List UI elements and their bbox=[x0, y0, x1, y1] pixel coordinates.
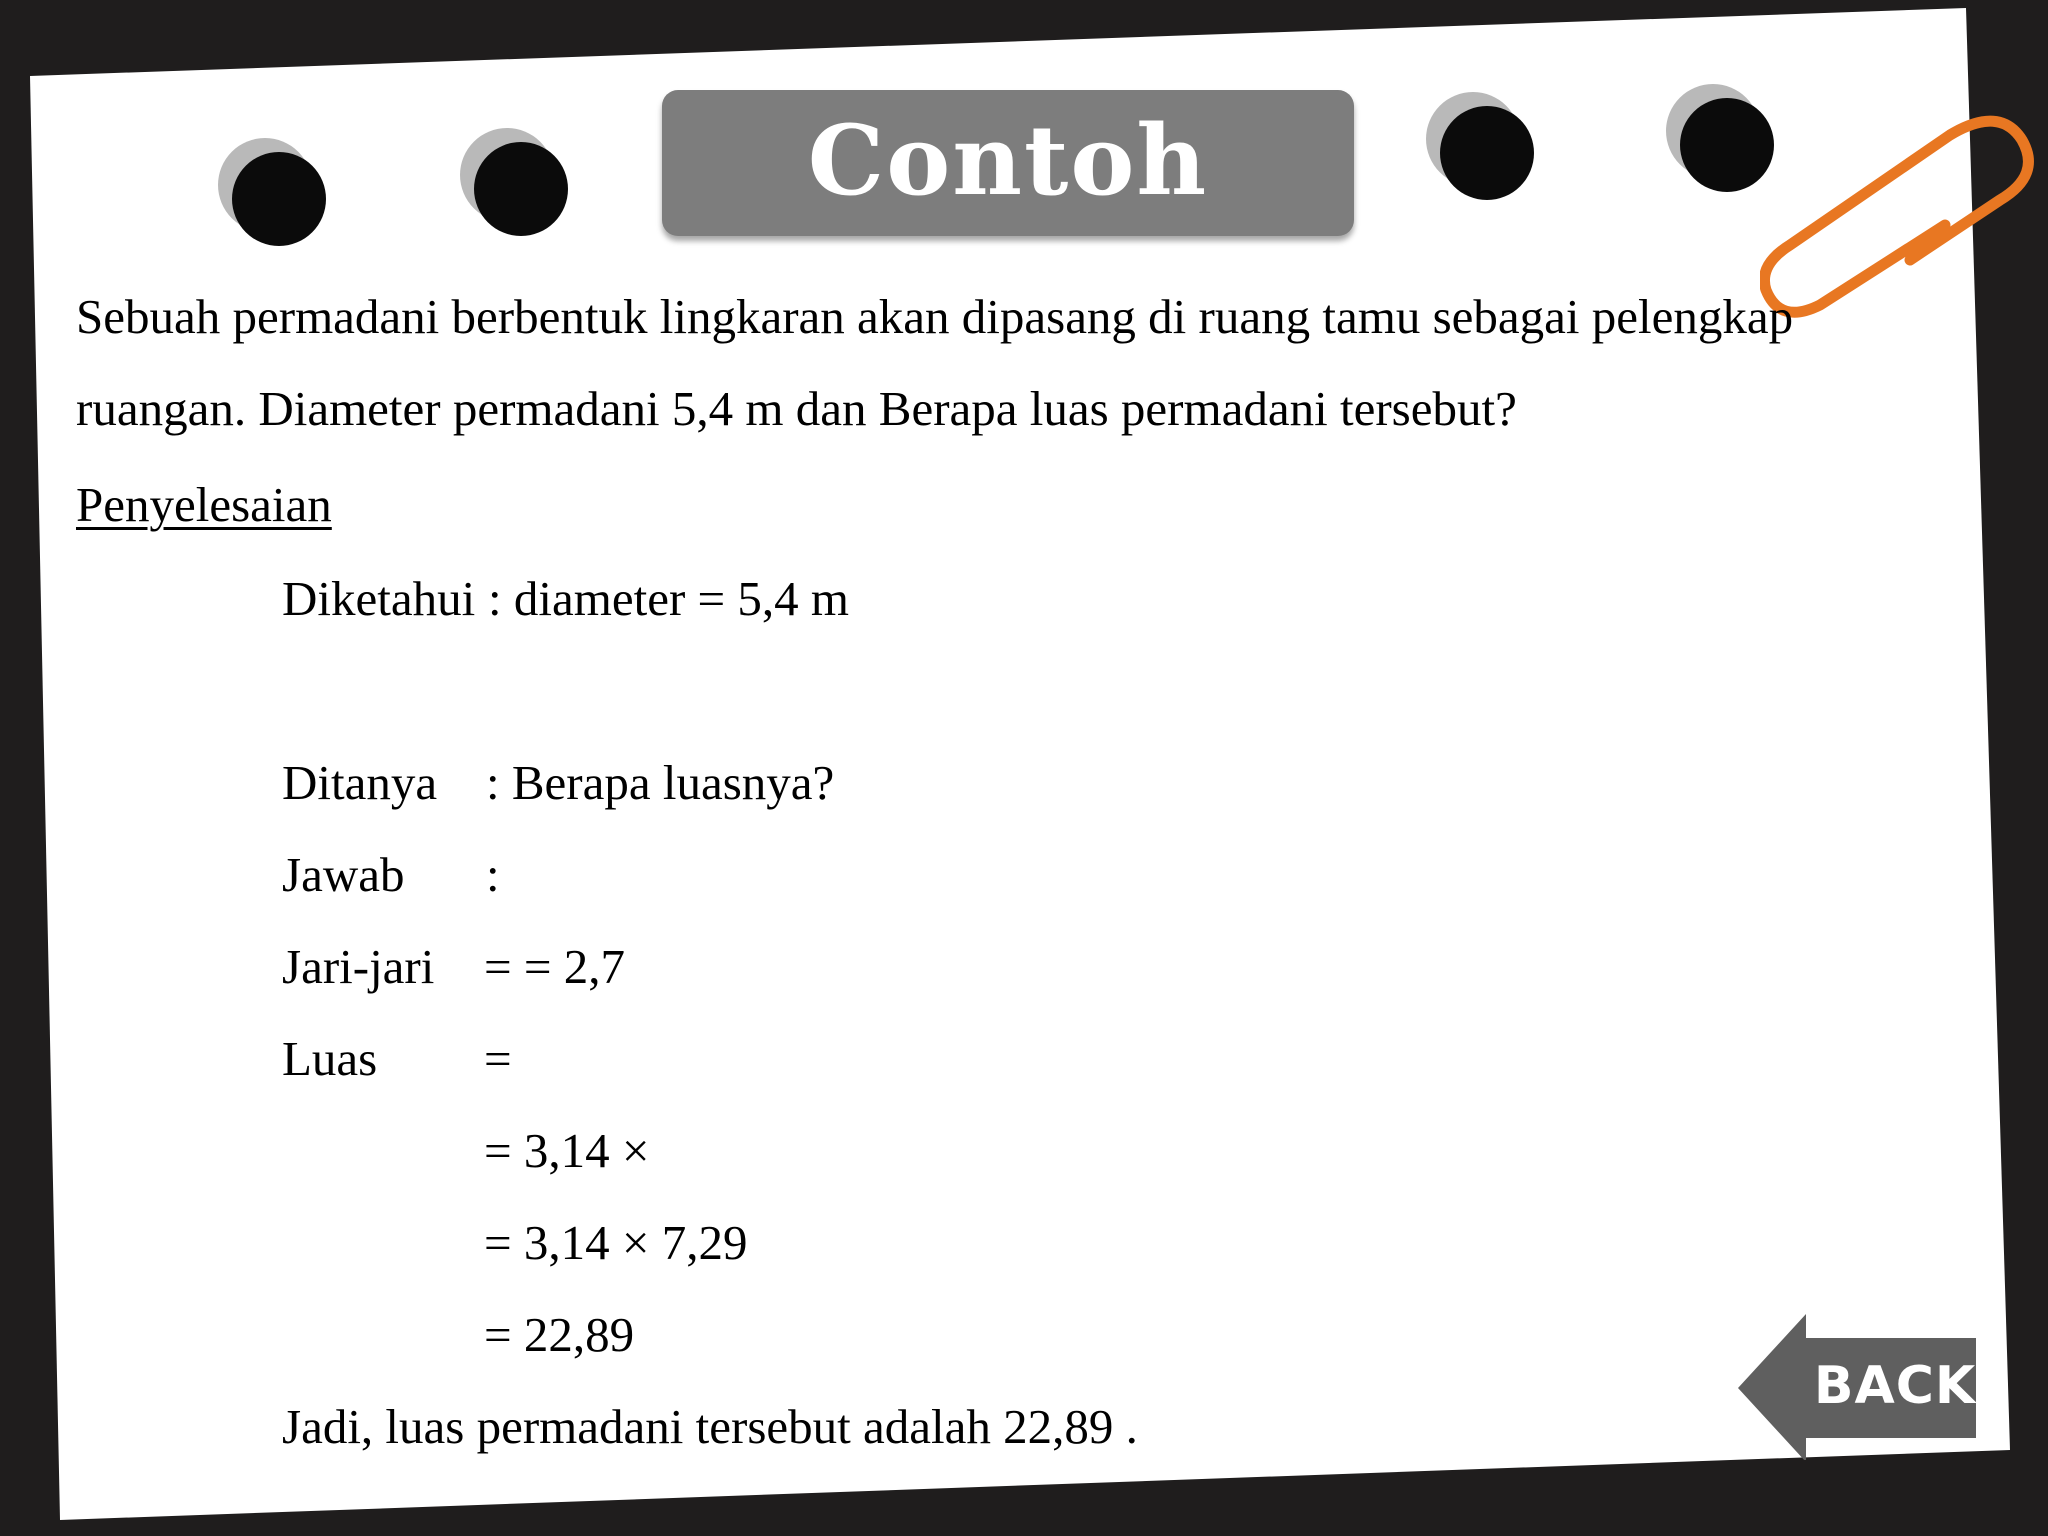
asked-label: Ditanya bbox=[282, 755, 438, 810]
title-tab bbox=[662, 90, 1354, 236]
problem-line-1: Sebuah permadani berbentuk lingkaran akan dipasang di ruang tamu sebagai pelengkap bbox=[76, 289, 1794, 344]
area-label: Luas bbox=[282, 1031, 378, 1086]
paperclip-icon bbox=[1760, 110, 2040, 330]
radius-label: Jari-jari bbox=[282, 939, 435, 994]
back-button[interactable] bbox=[1730, 1310, 1980, 1460]
asked-value: : Berapa luasnya? bbox=[486, 755, 835, 810]
known-value: : diameter = 5,4 m bbox=[488, 571, 850, 626]
page-title: Contoh bbox=[807, 104, 1209, 217]
back-button-label: BACK bbox=[1813, 1356, 1977, 1416]
binder-hole bbox=[232, 152, 326, 246]
radius-value: = = 2,7 bbox=[484, 939, 626, 994]
binder-hole bbox=[474, 142, 568, 236]
known-label: Diketahui bbox=[282, 571, 476, 626]
area-step: = bbox=[484, 1031, 512, 1086]
area-step: = 3,14 × bbox=[484, 1123, 650, 1178]
area-step: = 3,14 × 7,29 bbox=[484, 1215, 748, 1270]
binder-hole bbox=[1440, 106, 1534, 200]
solution-heading: Penyelesaian bbox=[76, 477, 332, 532]
problem-line-2: ruangan. Diameter permadani 5,4 m dan Berapa luas permadani tersebut? bbox=[76, 381, 1517, 436]
answer-value: : bbox=[486, 847, 500, 902]
area-step: = 22,89 bbox=[484, 1307, 635, 1362]
answer-label: Jawab bbox=[282, 847, 405, 902]
conclusion-text: Jadi, luas permadani tersebut adalah 22,89 . bbox=[282, 1399, 1138, 1454]
